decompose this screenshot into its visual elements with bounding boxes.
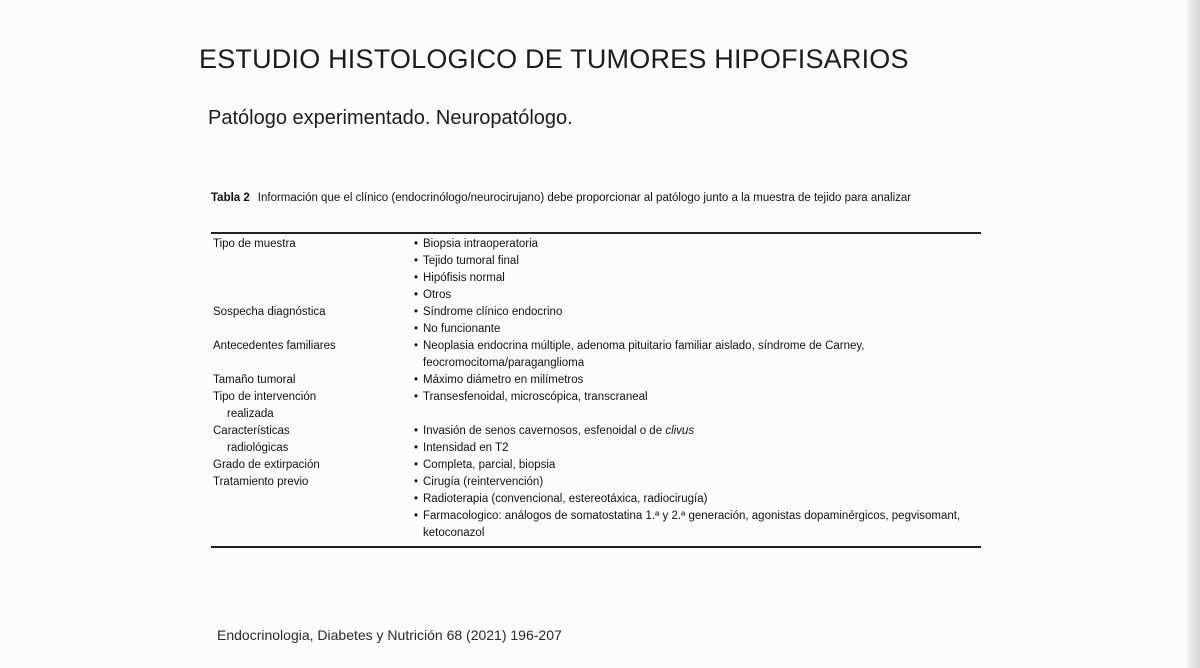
row-items — [414, 389, 981, 423]
list-item: • Neoplasia endocrina múltiple, adenoma pituitario familiar aislado, síndrome de Carney, feocromocitoma/paraganglioma — [414, 338, 981, 372]
table-row — [213, 338, 981, 372]
list-item: • Farmacologico: análogos de somatostatina 1.ª y 2.ª generación, agonistas dopaminérgicos, pegvisomant, ketoconazol — [414, 508, 981, 542]
row-label: Grado de extirpación — [213, 459, 320, 471]
table-row — [213, 423, 981, 457]
list-item: • Completa, parcial, biopsia — [414, 457, 981, 474]
slide-title: ESTUDIO HISTOLOGICO DE TUMORES HIPOFISARIOS — [199, 44, 909, 74]
table-caption-label: Tabla 2 — [211, 192, 250, 204]
list-item: • Cirugía (reintervención) — [414, 474, 981, 491]
table-caption-text: Información que el clínico (endocrinólogo/neurocirujano) debe proporcionar al patólogo junto a la muestra de tejido para analizar — [257, 192, 912, 204]
list-item: • Radioterapia (convencional, estereotáxica, radiocirugía) — [414, 491, 981, 508]
list-item: • Biopsia intraoperatoria — [414, 236, 981, 253]
table-row — [213, 372, 981, 389]
row-items — [414, 474, 981, 542]
row-label: Tipo de muestra — [213, 238, 296, 250]
table-row — [213, 236, 981, 304]
row-label-line2: radiológicas — [227, 442, 289, 454]
list-item: • Hipófisis normal — [414, 270, 981, 287]
slide-subtitle: Patólogo experimentado. Neuropatólogo. — [208, 107, 573, 129]
page-edge-shadow — [1186, 0, 1200, 668]
info-table — [213, 236, 981, 542]
row-label: Tamaño tumoral — [213, 374, 296, 386]
row-label-line1: Tipo de intervención — [213, 391, 317, 403]
list-item: • Otros — [414, 287, 981, 304]
row-label — [213, 423, 414, 457]
list-item — [414, 423, 981, 440]
list-item: • Transesfenoidal, microscópica, transcraneal — [414, 389, 981, 406]
table-row — [213, 457, 981, 474]
row-label: Antecedentes familiares — [213, 340, 336, 352]
table-top-rule — [211, 232, 981, 234]
table-bottom-rule — [211, 546, 981, 548]
table-row — [213, 474, 981, 542]
row-label-line1: Características — [213, 425, 290, 437]
table-row — [213, 389, 981, 423]
list-item-text: Invasión de senos cavernosos, esfenoidal o de — [423, 425, 666, 437]
table-row — [213, 304, 981, 338]
list-item: • Tejido tumoral final — [414, 253, 981, 270]
row-items — [414, 423, 981, 457]
row-items — [414, 338, 981, 372]
row-label-line2: realizada — [227, 408, 274, 420]
list-item: • No funcionante — [414, 321, 981, 338]
row-items — [414, 372, 981, 389]
table-caption — [211, 191, 983, 206]
row-items — [414, 236, 981, 304]
row-items — [414, 457, 981, 474]
row-items — [414, 304, 981, 338]
row-label: Tratamiento previo — [213, 476, 309, 488]
row-label — [213, 389, 414, 423]
source-citation: Endocrinologia, Diabetes y Nutrición 68 (2021) 196-207 — [217, 627, 562, 643]
list-item: • Máximo diámetro en milímetros — [414, 372, 981, 389]
row-label: Sospecha diagnóstica — [213, 306, 326, 318]
list-item: • Intensidad en T2 — [414, 440, 981, 457]
list-item-italic: clivus — [665, 425, 695, 437]
list-item: • Síndrome clínico endocrino — [414, 304, 981, 321]
